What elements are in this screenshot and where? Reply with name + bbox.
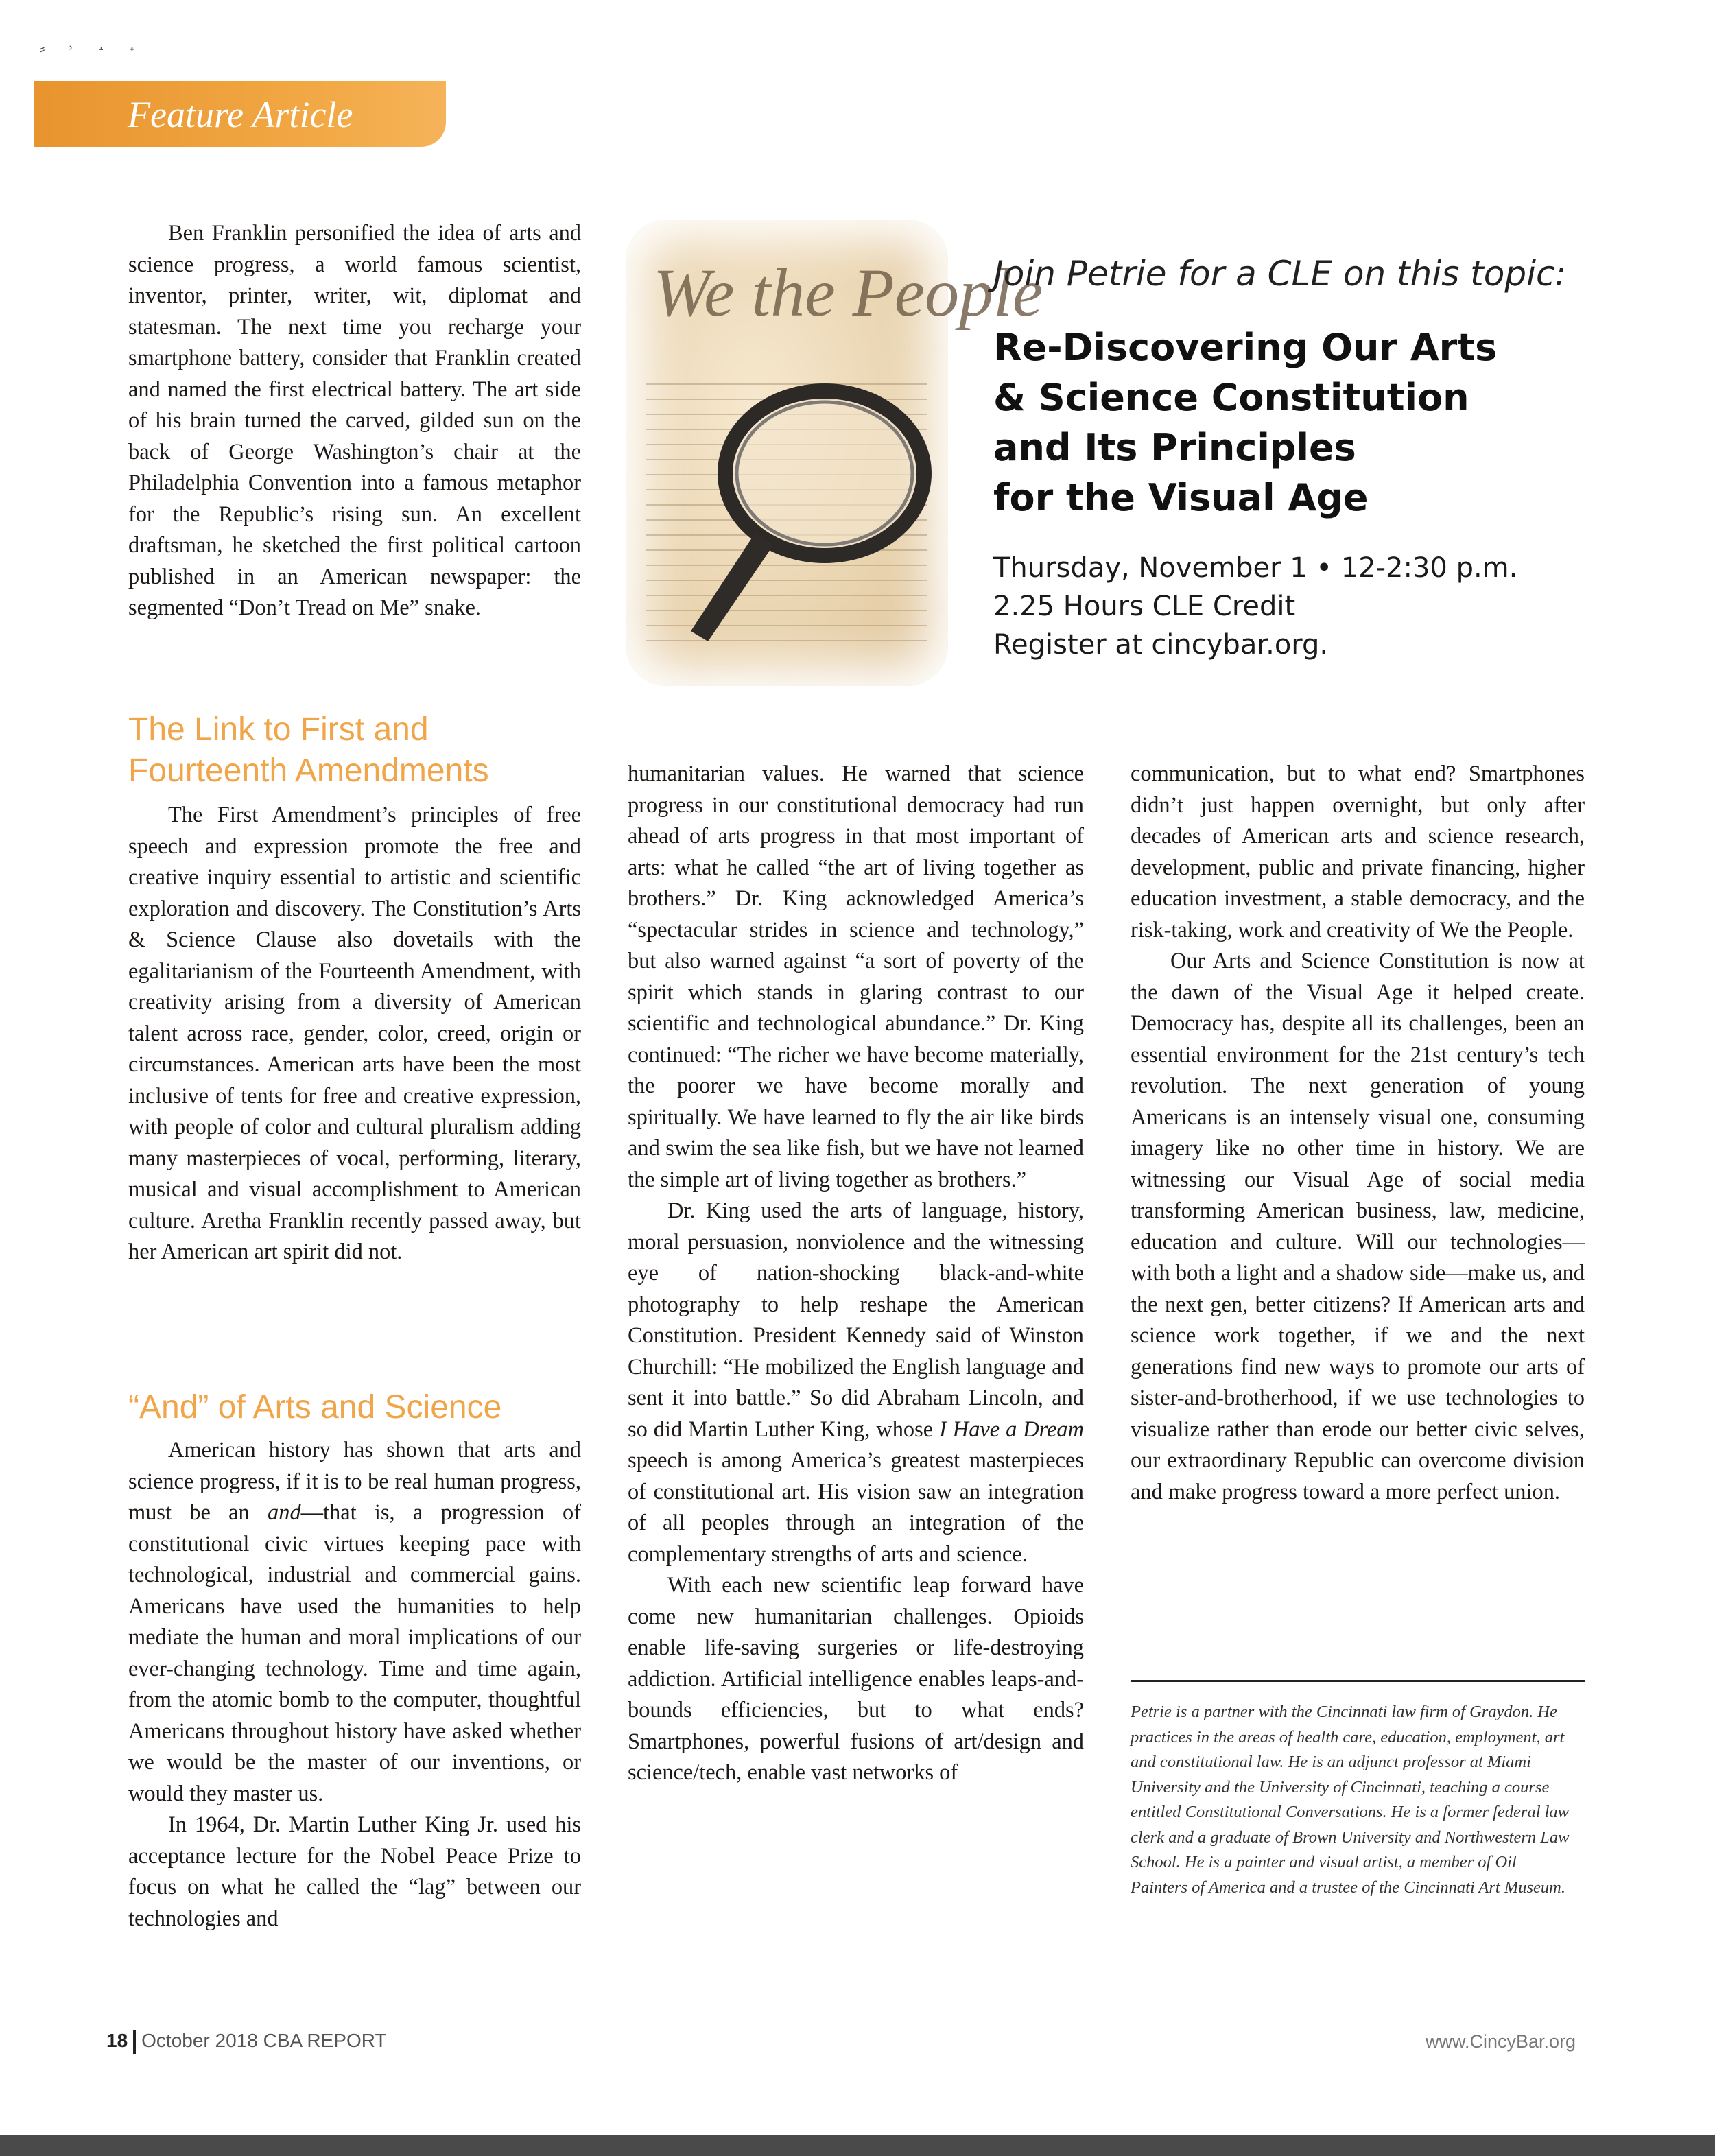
scan-marks: ⸗ ˒ ˔ ˖ [40, 40, 145, 58]
section-1-column [128, 800, 581, 1268]
cle-title-line: and Its Principles [993, 426, 1356, 469]
right-column [1131, 759, 1585, 1508]
cle-title [993, 322, 1611, 523]
heading-line: Fourteenth Amendments [128, 753, 489, 789]
cle-title-line: & Science Constitution [993, 376, 1469, 419]
col2-paragraph-1: humanitarian values. He warned that science progress in our constitutional democracy had run ahead of arts progress in that most important of arts: what he called “the art of living together as brothers.” Dr. King acknowledged America’s “spectacular strides in science and technology,” but also warned against “a sort of poverty of the spirit which stands in glaring contrast to our scientific and technological abundance.” Dr. King continued: “The richer we have become materially, the poorer we have become morally and spiritually. We have learned to fly the air like birds and swim the sea like fish, but we have not learned the simple art of living together as brothers.” [628, 761, 1084, 1192]
section-label: Feature Article [128, 94, 353, 135]
website-link[interactable]: www.CincyBar.org [1426, 2031, 1576, 2052]
issue-label: October 2018 CBA REPORT [141, 2030, 387, 2051]
heading-first-fourteenth [128, 709, 608, 792]
scan-edge [0, 2135, 1715, 2156]
col3-paragraph-1: communication, but to what end? Smartphones didn’t just happen overnight, but only after decades of American arts and science research, development, public and private financing, higher education investment, a stable democracy, and the risk-taking, work and creativity of We the People. [1131, 761, 1585, 943]
section-2-column [128, 1435, 581, 1934]
intro-paragraph: Ben Franklin personified the idea of arts and science progress, a world famous scientist, inventor, printer, writer, wit, diplomat and statesman. The next time you recharge your smartphone battery, consider that Franklin created and named the first electrical battery. The art side of his brain turned the carved, gilded sun on the back of George Washington’s chair at the Philadelphia Convention into a famous metaphor for the Republic’s rising sun. An excellent draftsman, he sketched the first political cartoon published in an American newspaper: the segmented “Don’t Tread on Me” snake. [128, 221, 581, 620]
section-2-paragraph-2: In 1964, Dr. Martin Luther King Jr. used his acceptance lecture for the Nobel Peace Prize to focus on what he called the “lag” between our technologies and [128, 1812, 581, 1931]
cle-info [993, 549, 1517, 664]
heading-line: “And” of Arts and Science [128, 1389, 502, 1425]
author-bio: Petrie is a partner with the Cincinnati law firm of Graydon. He practices in the areas of health care, education, employment, art and constitutional law. He is an adjunct professor at Miami University and the University of Cincinnati, teaching a course entitled Constitutional Conversations. He is a former federal law clerk and a graduate of Brown University and Northwestern Law School. He is a painter and visual artist, a member of Oil Painters of America and a trustee of the Cincinnati Art Museum. [1131, 1703, 1570, 1897]
photo-caption-text: We the People [653, 254, 1043, 331]
heading-line: The Link to First and [128, 711, 429, 748]
cle-credit: 2.25 Hours CLE Credit [993, 591, 1296, 622]
cle-title-line: for the Visual Age [993, 476, 1369, 519]
cle-register[interactable]: Register at cincybar.org. [993, 629, 1329, 661]
heading-and-arts-science [128, 1387, 608, 1428]
cle-date-time: Thursday, November 1 • 12-2:30 p.m. [993, 552, 1518, 584]
middle-column [628, 759, 1084, 1789]
intro-column [128, 218, 581, 624]
page-number: 18 [106, 2030, 128, 2051]
footer-divider [133, 2030, 136, 2054]
constitution-magnifier-photo [626, 220, 1043, 686]
col2-paragraph-3: With each new scientific leap forward have come new humanitarian challenges. Opioids enable life-saving surgeries or life-destroying addiction. Artificial intelligence enables leaps-and-bounds efficiencies, but to what ends? Smartphones, powerful fusions of art/design and science/tech, enable vast networks of [628, 1573, 1084, 1785]
section-2-paragraph-1: American history has shown that arts and science progress, if it is to be real human progress, must be an and—that is, a progression of constitutional civic virtues keeping pace with technological, industrial and commercial gains. Americans have used the humanities to help mediate the human and moral implications of our ever-changing technology. Time and time again, from the atomic bomb to the computer, thoughtful Americans throughout history have asked whether we would be the master of our inventions, or would they master us. [128, 1438, 581, 1806]
cle-title-line: Re-Discovering Our Arts [993, 326, 1498, 369]
bio-divider [1131, 1680, 1585, 1682]
col2-paragraph-2: Dr. King used the arts of language, history, moral persuasion, nonviolence and the witnessing eye of nation-shocking black-and-white photography to help reshape the American Constitution. President Kennedy said of Winston Churchill: “He mobilized the English language and sent it into battle.” So did Abraham Lincoln, and so did Martin Luther King, whose I Have a Dream speech is among America’s greatest masterpieces of constitutional art. His vision saw an integration of all peoples through an integration of the complementary strengths of arts and science. [628, 1198, 1085, 1567]
photo-illustration [626, 220, 1043, 686]
footer-left [106, 2030, 387, 2054]
section-banner [34, 81, 446, 147]
section-1-paragraph: The First Amendment’s principles of free speech and expression promote the free and creative inquiry essential to artistic and scientific exploration and discovery. The Constitution’s Arts & Science Clause also dovetails with the egalitarianism of the Fourteenth Amendment, with creativity arising from a diversity of American talent across race, gender, color, creed, origin or circumstances. American arts have been the most inclusive of tents for free and creative expression, with people of color and cultural pluralism adding many masterpieces of vocal, performing, literary, musical and visual accomplishment to American culture. Aretha Franklin recently passed away, but her American art spirit did not. [128, 803, 581, 1264]
cle-intro: Join Petrie for a CLE on this topic: [993, 254, 1567, 294]
col3-paragraph-2: Our Arts and Science Constitution is now at the dawn of the Visual Age it helped create. Democracy has, despite all its challenges, been an essential environment for the 21st century’s tech revolution. The next generation of young Americans is an intensely visual one, consuming imagery like no other time in history. We are witnessing our Visual Age of social media transforming American business, law, medicine, education and culture. Will our technologies—with both a light and a shadow side—make us, and the next gen, better citizens? If American arts and science work together, if we and the next generations find new ways to promote our arts of sister-and-brotherhood, if we use technologies to visualize rather than erode our better civic selves, our extraordinary Republic can overcome division and make progress toward a more perfect union. [1131, 949, 1585, 1504]
